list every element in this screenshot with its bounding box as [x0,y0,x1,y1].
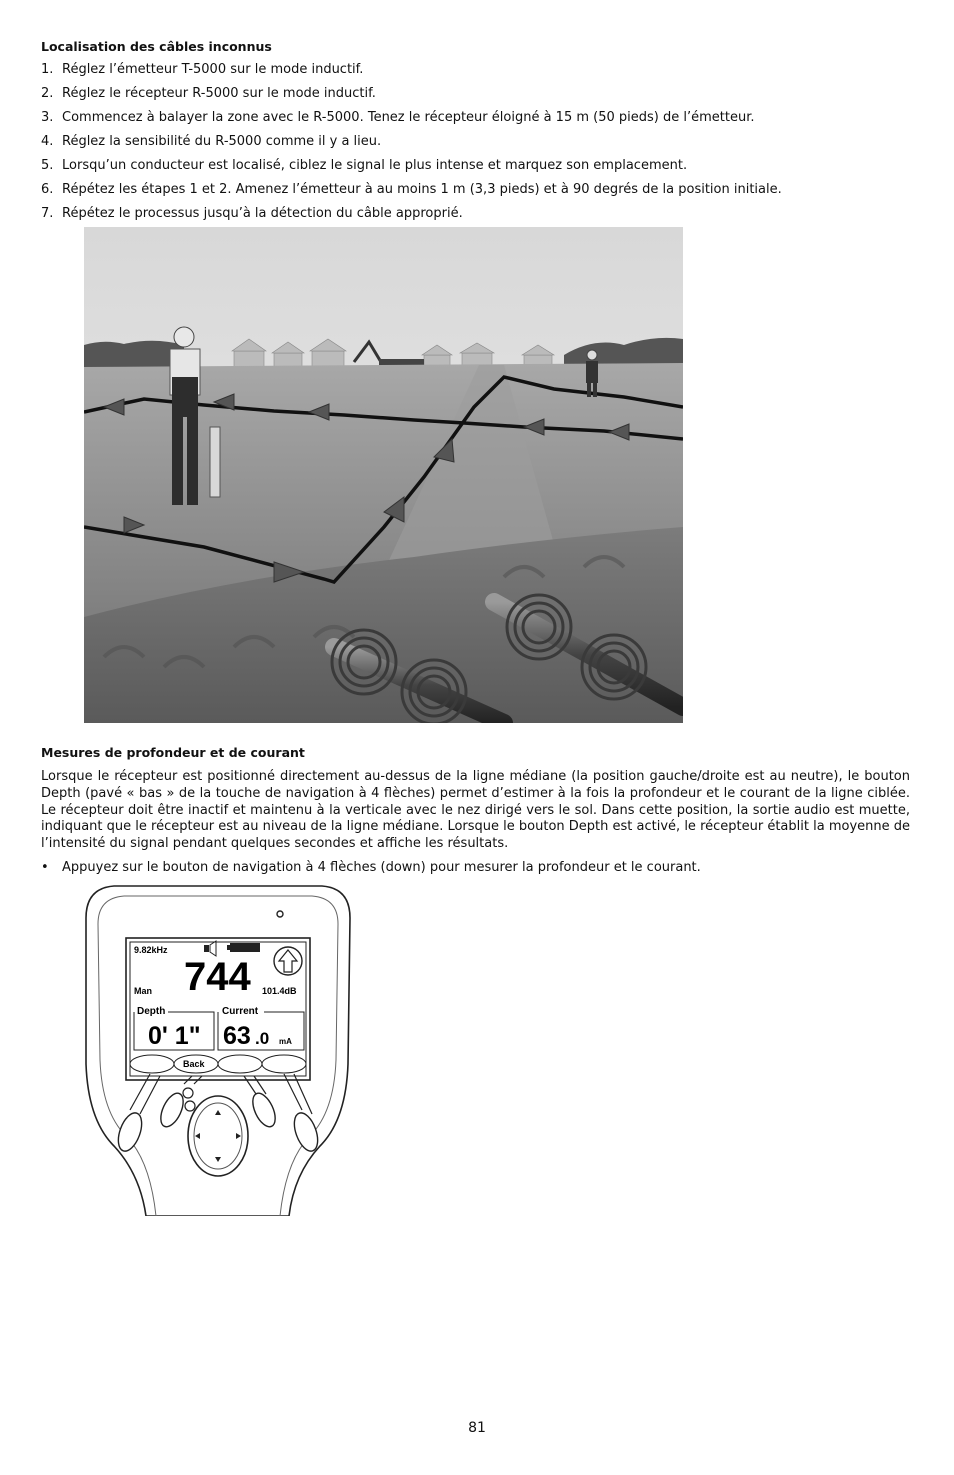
step-number: 7. [41,206,54,221]
depth-label: Depth [137,1006,166,1017]
bullet-text: Appuyez sur le bouton de navigation à 4 flèches (down) pour mesurer la profondeur et le courant. [62,860,701,875]
step-number: 4. [41,134,54,149]
section-title-unknown-cables: Localisation des câbles inconnus [41,39,272,54]
list-item [41,86,911,110]
step-text: Répétez le processus jusqu’à la détection du câble approprié. [62,206,463,221]
step-text: Lorsqu’un conducteur est localisé, ciblez le signal le plus intense et marquez son emplacement. [62,158,688,173]
bullet-dot: • [41,860,49,875]
softkey-back-label: Back [183,1059,205,1069]
step-text: Réglez le récepteur R-5000 sur le mode inductif. [62,86,376,101]
receiver-device-illustration [84,884,352,1216]
mode-label: Man [134,986,152,996]
signal-strength-value: 744 [184,955,251,999]
current-value: 63 [223,1022,251,1050]
step-number: 6. [41,182,54,197]
list-item [41,62,911,86]
battery-icon [227,943,260,952]
steps-list [41,62,911,230]
list-item [41,134,911,158]
page-number: 81 [468,1420,486,1436]
signal-db-readout: 101.4dB [262,986,297,996]
depth-current-paragraph: Lorsque le récepteur est positionné directement au-dessus de la ligne médiane (la position gauche/droite est au neutre), le bouton Depth (pavé « bas » de la touche de navigation à 4 flèches) permet d’estimer à la fois la profondeur et le courant de la ligne ciblée. Le récepteur doit être inactif et maintenu à la verticale avec le nez dirigé vers le sol. Dans cette position, la sortie audio est muette, indiquant que le récepteur est au niveau de la ligne médiane. Lorsque le bouton Depth est activé, le récepteur établit la moyenne de l’intensité du signal pendant quelques secondes et affiche les résultats. [41,769,910,852]
list-item [41,110,911,134]
step-number: 3. [41,110,54,125]
step-text: Réglez la sensibilité du R-5000 comme il y a lieu. [62,134,382,149]
step-number: 1. [41,62,54,77]
list-item [41,182,911,206]
step-text: Réglez l’émetteur T-5000 sur le mode inductif. [62,62,364,77]
frequency-readout: 9.82kHz [134,945,168,955]
current-unit: mA [279,1037,292,1046]
depth-value: 0' 1" [148,1022,201,1050]
current-label: Current [222,1006,259,1017]
step-text: Commencez à balayer la zone avec le R-5000. Tenez le récepteur éloigné à 15 m (50 pieds) de l’émetteur. [62,110,755,125]
step-number: 5. [41,158,54,173]
section-title-depth-current: Mesures de profondeur et de courant [41,745,305,760]
up-arrow-icon [274,947,302,975]
current-decimal: .0 [255,1029,270,1048]
field-locating-illustration [84,227,683,723]
list-item [41,158,911,182]
four-way-navigation-pad[interactable] [188,1096,248,1176]
step-number: 2. [41,86,54,101]
step-text: Répétez les étapes 1 et 2. Amenez l’émetteur à au moins 1 m (3,3 pieds) et à 90 degrés de la position initiale. [62,182,782,197]
